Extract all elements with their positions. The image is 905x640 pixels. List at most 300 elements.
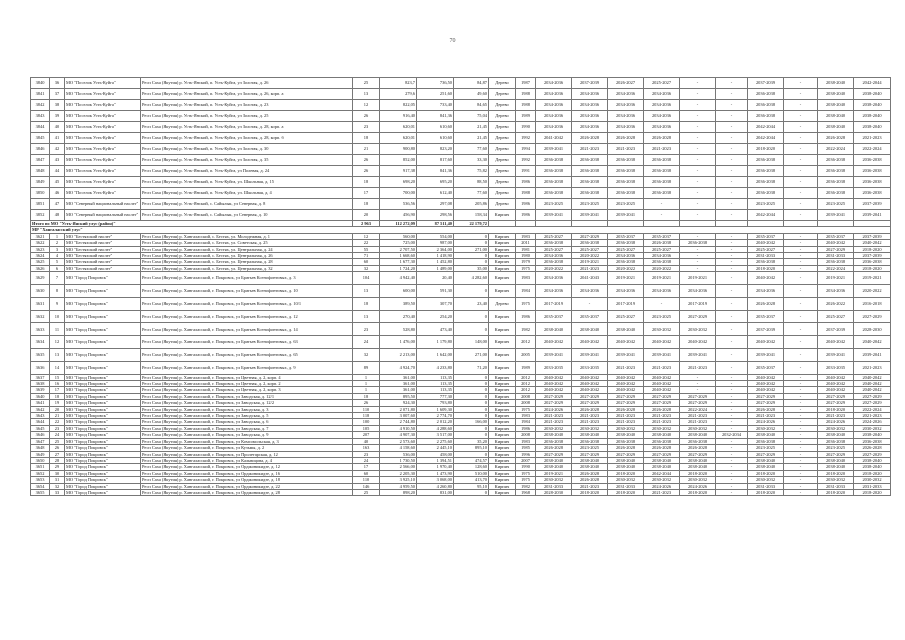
cell-n: 41 — [50, 133, 65, 144]
cell-p10: 2022-2024 — [854, 144, 891, 155]
cell-mo: МО "Бестяхский наслег" — [65, 253, 141, 259]
cell-year: 1986 — [516, 425, 536, 431]
cell-n: 4 — [50, 253, 65, 259]
cell-living: 1 970,40 — [417, 464, 454, 470]
cell-p8: - — [784, 100, 818, 111]
cell-p2: 2021-2023 — [572, 483, 608, 489]
cell-p5: 2026-2028 — [680, 445, 716, 451]
cell-living: 20,40 — [417, 272, 454, 285]
cell-mo: МО "Город Покровск" — [65, 470, 141, 476]
cell-addr: Респ Саха (Якутия) р. Хангаласский, г. Покровск, ул Заводская, д. 5 — [141, 413, 353, 419]
cell-p5: 2022-2024 — [680, 406, 716, 412]
cell-n: 28 — [50, 457, 65, 463]
cell-p9: 2038-2040 — [818, 111, 854, 122]
cell-apts: 104 — [353, 272, 380, 285]
cell-p3: 2036-2038 — [608, 155, 644, 166]
cell-dwell: 95,10 — [454, 483, 489, 489]
cell-p3: 2040-2042 — [608, 374, 644, 380]
cell-p2: 2034-2036 — [572, 89, 608, 100]
cell-dwell: 0 — [454, 323, 489, 336]
cell-id: 3842 — [31, 100, 50, 111]
cell-id: 3631 — [31, 297, 50, 310]
cell-p7: 2025-2027 — [748, 246, 784, 252]
cell-p6: - — [716, 451, 748, 457]
cell-mo: МО "Город Покровск" — [65, 425, 141, 431]
cell-total: 620,01 — [380, 133, 417, 144]
table-row — [31, 297, 891, 310]
cell-p9: 2023-2025 — [818, 445, 854, 451]
cell-n: 24 — [50, 432, 65, 438]
cell-apts: 1 — [353, 374, 380, 380]
cell-apts: 100 — [353, 419, 380, 425]
cell-p3: 2035-2037 — [608, 233, 644, 239]
cell-apts: 18 — [353, 297, 380, 310]
cell-id: 3847 — [31, 155, 50, 166]
cell-p6: - — [716, 323, 748, 336]
cell-id: 3845 — [31, 133, 50, 144]
cell-apts: 110 — [353, 406, 380, 412]
table-row — [31, 78, 891, 89]
cell-p10: 2038-2040 — [854, 89, 891, 100]
cell-total: 456,90 — [380, 210, 417, 221]
cell-apts: 146 — [353, 483, 380, 489]
cell-addr: Респ Саха (Якутия) р. Хангаласский, г. Покровск, ул Братьев Ксенофонтовых, д. 14 — [141, 323, 353, 336]
cell-addr: Респ Саха (Якутия) р. Хангаласский, г. Покровск, ул Цветная, д. 2, корп. 2 — [141, 381, 353, 387]
cell-p7: 2038-2040 — [748, 432, 784, 438]
cell-p9: 2036-2038 — [818, 188, 854, 199]
cell-addr: Респ Саха (Якутия) р. Усть-Янский, п. Усть-Куйга, ул Золотая, д. 25 — [141, 111, 353, 122]
cell-mo: МО "Город Покровск" — [65, 323, 141, 336]
cell-dwell: 21,45 — [454, 122, 489, 133]
cell-n: 45 — [50, 177, 65, 188]
cell-p7: 2018-2020 — [748, 489, 784, 495]
table-row — [31, 111, 891, 122]
cell-p3: 2026-2028 — [608, 406, 644, 412]
cell-p4: 2021-2023 — [644, 144, 680, 155]
cell-p6: - — [716, 233, 748, 239]
cell-p7: 2038-2040 — [748, 464, 784, 470]
cell-living: 1 179,80 — [417, 336, 454, 349]
cell-p8: - — [784, 349, 818, 362]
table-row — [31, 323, 891, 336]
cell-mo: МО "Поселок Усть-Куйга" — [65, 122, 141, 133]
cell-p4: 2038-2040 — [644, 464, 680, 470]
cell-p8: - — [784, 432, 818, 438]
cell-p7: 2018-2020 — [748, 470, 784, 476]
cell-p7: 2027-2029 — [748, 400, 784, 406]
cell-mo: МО "Город Покровск" — [65, 374, 141, 380]
cell-mo: МО "Поселок Усть-Куйга" — [65, 166, 141, 177]
cell-p2: 2040-2042 — [572, 387, 608, 393]
cell-p10: 2018-2020 — [854, 470, 891, 476]
cell-p3: 2031-2033 — [608, 483, 644, 489]
cell-p1: 2041-2042 — [536, 133, 572, 144]
cell-p4: 2027-2029 — [644, 451, 680, 457]
cell-p7: 2026-2028 — [748, 297, 784, 310]
cell-p1: 2036-2038 — [536, 177, 572, 188]
table-row — [31, 489, 891, 495]
cell-material: Дерево — [489, 78, 516, 89]
cell-p2: 2036-2038 — [572, 188, 608, 199]
cell-id: 3653 — [31, 477, 50, 483]
cell-p2: 2038-2040 — [572, 323, 608, 336]
cell-id: 3638 — [31, 381, 50, 387]
cell-n: 47 — [50, 199, 65, 210]
cell-total: 2 566,00 — [380, 464, 417, 470]
cell-p7: 2036-2038 — [748, 188, 784, 199]
cell-p10: 2027-2029 — [854, 451, 891, 457]
cell-year: 1989 — [516, 361, 536, 374]
cell-year: 1990 — [516, 464, 536, 470]
cell-apts: 13 — [353, 310, 380, 323]
cell-mo: МО "Бестяхский наслег" — [65, 246, 141, 252]
cell-n: 8 — [50, 285, 65, 298]
cell-year: 1975 — [516, 406, 536, 412]
cell-total: 898,20 — [380, 489, 417, 495]
cell-p1: 2034-2036 — [536, 78, 572, 89]
cell-total: 1 677,30 — [380, 259, 417, 265]
cell-total: 4 907,30 — [380, 432, 417, 438]
cell-living: 458,00 — [417, 451, 454, 457]
cell-p1: 2036-2038 — [536, 259, 572, 265]
cell-p1: 2034-2036 — [536, 285, 572, 298]
cell-year: 1980 — [516, 253, 536, 259]
cell-p1: 2040-2042 — [536, 336, 572, 349]
cell-p1: 2034-2036 — [536, 253, 572, 259]
cell-addr: Респ Саха (Якутия) р. Хангаласский, г. Покровск, ул Братьев Ксенофонтовых, д. 10 — [141, 285, 353, 298]
cell-n: 14 — [50, 361, 65, 374]
cell-id: 3841 — [31, 89, 50, 100]
cell-addr: Респ Саха (Якутия) р. Хангаласский, г. Покровск, ул Братьев Ксенофонтовых, д. 9 — [141, 361, 353, 374]
cell-p1: 2036-2038 — [536, 166, 572, 177]
cell-year: 1968 — [516, 489, 536, 495]
cell-p4: 2034-2036 — [644, 100, 680, 111]
cell-apts: 18 — [353, 393, 380, 399]
cell-p7: 2030-2032 — [748, 477, 784, 483]
cell-p8: - — [784, 297, 818, 310]
cell-p1: 2030-2032 — [536, 425, 572, 431]
cell-total: 4 924,70 — [380, 361, 417, 374]
cell-dwell: 35,20 — [454, 438, 489, 444]
cell-p5: 2030-2032 — [680, 477, 716, 483]
cell-addr: Респ Саха (Якутия) р. Усть-Янский, п. Усть-Куйга, ул. Школьная, д. 15 — [141, 177, 353, 188]
cell-id: 3623 — [31, 246, 50, 252]
cell-p3: 2034-2036 — [608, 100, 644, 111]
cell-addr: Респ Саха (Якутия) р. Хангаласский, г. Покровск, ул Цветная, д. 2, корп. 3 — [141, 387, 353, 393]
cell-addr: Респ Саха (Якутия) р. Усть-Янский, п. Усть-Куйга, ул Золотая, д. 28, корп. б — [141, 133, 353, 144]
cell-dwell: 0 — [454, 451, 489, 457]
cell-p7: 2036-2038 — [748, 259, 784, 265]
cell-p10: 2018-2020 — [854, 265, 891, 271]
cell-id: 3637 — [31, 374, 50, 380]
cell-p1: 2036-2038 — [536, 438, 572, 444]
cell-p6: - — [716, 381, 748, 387]
cell-year: 1982 — [516, 323, 536, 336]
cell-p4: 2036-2038 — [644, 259, 680, 265]
cell-p10: 2037-2039 — [854, 199, 891, 210]
cell-year: 1975 — [516, 265, 536, 271]
cell-n: 5 — [50, 259, 65, 265]
cell-addr: Респ Саха (Якутия) р. Хангаласский, г. Покровск, ул Заводская, д. 12/1 — [141, 393, 353, 399]
cell-apts: 20 — [353, 210, 380, 221]
cell-p10: 2042-2044 — [854, 78, 891, 89]
cell-p8: - — [784, 188, 818, 199]
cell-id: 3846 — [31, 144, 50, 155]
cell-living: 554,00 — [417, 233, 454, 239]
table-row — [31, 285, 891, 298]
cell-p6: - — [716, 253, 748, 259]
cell-n: 11 — [50, 323, 65, 336]
cell-p2: 2040-2042 — [572, 374, 608, 380]
cell-n: 32 — [50, 483, 65, 489]
cell-p4: 2026-2028 — [644, 406, 680, 412]
cell-p9: 2038-2040 — [818, 464, 854, 470]
cell-p9: 2027-2029 — [818, 451, 854, 457]
cell-apts: 60 — [353, 470, 380, 476]
cell-p2: 2036-2038 — [572, 438, 608, 444]
cell-p5: 2027-2029 — [680, 393, 716, 399]
cell-addr: Респ Саха (Якутия) р. Хангаласский, г. Покровск, ул Пролетарская, д. 12 — [141, 451, 353, 457]
cell-id: 3625 — [31, 259, 50, 265]
cell-total: 4 158,60 — [380, 445, 417, 451]
cell-p5: - — [680, 233, 716, 239]
cell-p1: 2026-2028 — [536, 445, 572, 451]
cell-p3: 2025-2027 — [608, 246, 644, 252]
cell-p5: 2036-2038 — [680, 240, 716, 246]
cell-mo: МО "Поселок Усть-Куйга" — [65, 89, 141, 100]
cell-material: Кирпич — [489, 323, 516, 336]
cell-p1: 2034-2036 — [536, 111, 572, 122]
cell-p8: - — [784, 451, 818, 457]
cell-id: 3849 — [31, 177, 50, 188]
cell-id: 3650 — [31, 457, 50, 463]
cell-p7: 2040-2042 — [748, 374, 784, 380]
cell-p7: 2042-2044 — [748, 133, 784, 144]
cell-p1: 2040-2042 — [536, 374, 572, 380]
cell-id: 3850 — [31, 188, 50, 199]
cell-mo: МО "Город Покровск" — [65, 400, 141, 406]
cell-addr: Респ Саха (Якутия) р. Хангаласский, с. Бестях, ул. Молодежная, д. 1 — [141, 233, 353, 239]
cell-material: Кирпич — [489, 457, 516, 463]
cell-dwell: 35,00 — [454, 265, 489, 271]
cell-year: 2007 — [516, 457, 536, 463]
cell-living: 113,35 — [417, 381, 454, 387]
cell-p6: - — [716, 111, 748, 122]
cell-total: 270,40 — [380, 310, 417, 323]
cell-dwell: 413,70 — [454, 477, 489, 483]
cell-mo: МО "Бестяхский наслег" — [65, 259, 141, 265]
cell-addr: Респ Саха (Якутия) р. Хангаласский, г. Покровск, ул Кальвицова, д. 4 — [141, 457, 353, 463]
table-row — [31, 210, 891, 221]
cell-p8: - — [784, 199, 818, 210]
cell-material: Кирпич — [489, 393, 516, 399]
cell-addr: Респ Саха (Якутия) р. Хангаласский, г. Покровск, ул Комсомольская, д. 3 — [141, 438, 353, 444]
cell-id: 3648 — [31, 445, 50, 451]
cell-p8: - — [784, 285, 818, 298]
cell-addr: Респ Саха (Якутия) р. Усть-Янский, п. Усть-Куйга, ул Золотая, д. 35 — [141, 155, 353, 166]
cell-total: 822,05 — [380, 100, 417, 111]
cell-material: Кирпич — [489, 210, 516, 221]
cell-mo: МО "Бестяхский наслег" — [65, 265, 141, 271]
cell-addr: Респ Саха (Якутия) р. Хангаласский, г. Покровск, ул Заводская, д. 3 — [141, 406, 353, 412]
cell-n: 20 — [50, 406, 65, 412]
cell-year: 1985 — [516, 445, 536, 451]
cell-dwell: 205,86 — [454, 199, 489, 210]
cell-p1: 2028-2030 — [536, 489, 572, 495]
cell-p5: 2038-2040 — [680, 432, 716, 438]
cell-p9: 2021-2023 — [818, 413, 854, 419]
cell-material: Кирпич — [489, 233, 516, 239]
cell-living: 4 260,80 — [417, 483, 454, 489]
cell-p9: 2030-2032 — [818, 477, 854, 483]
total-label: Итого по МО "Усть-Янский улус (район)" — [31, 221, 353, 227]
cell-year: 1979 — [516, 259, 536, 265]
table-row — [31, 100, 891, 111]
cell-p7: 2036-2038 — [748, 155, 784, 166]
cell-total: 917,38 — [380, 166, 417, 177]
cell-p4: 2040-2042 — [644, 381, 680, 387]
cell-p7: 2042-2044 — [748, 210, 784, 221]
cell-p5: - — [680, 381, 716, 387]
cell-p8: - — [784, 166, 818, 177]
cell-p8: - — [784, 387, 818, 393]
cell-year: 2012 — [516, 387, 536, 393]
cell-id: 3622 — [31, 240, 50, 246]
cell-p8: - — [784, 144, 818, 155]
cell-p7: 2042-2044 — [748, 122, 784, 133]
cell-p5: - — [680, 210, 716, 221]
cell-p3: 2027-2029 — [608, 393, 644, 399]
cell-apts: 13 — [353, 89, 380, 100]
cell-year: 1996 — [516, 451, 536, 457]
cell-p8: - — [784, 413, 818, 419]
cell-addr: Респ Саха (Якутия) р. Хангаласский, с. Бестях, ул. Центральная, д. 24 — [141, 246, 353, 252]
cell-n: 31 — [50, 477, 65, 483]
cell-id: 3641 — [31, 400, 50, 406]
cell-p3: 2036-2038 — [608, 177, 644, 188]
cell-p2: 2020-2022 — [572, 253, 608, 259]
cell-material: Кирпич — [489, 413, 516, 419]
cell-dwell: 148,00 — [454, 336, 489, 349]
cell-p1: 2027-2029 — [536, 451, 572, 457]
cell-p10: 2037-2039 — [854, 233, 891, 239]
cell-p3: 2021-2023 — [608, 144, 644, 155]
cell-addr: Респ Саха (Якутия) р. Хангаласский, г. Покровск, ул Орджоникидзе, д. 18 — [141, 477, 353, 483]
cell-p7: 2021-2023 — [748, 413, 784, 419]
cell-apts: 40 — [353, 438, 380, 444]
table-row — [31, 310, 891, 323]
cell-material: Кирпич — [489, 419, 516, 425]
cell-p10: 2037-2039 — [854, 253, 891, 259]
cell-p6: - — [716, 210, 748, 221]
cell-p10: 2040-2042 — [854, 336, 891, 349]
cell-n: 44 — [50, 166, 65, 177]
cell-p10: 2040-2042 — [854, 374, 891, 380]
cell-total: 895,50 — [380, 393, 417, 399]
cell-p5: 2027-2029 — [680, 400, 716, 406]
cell-p5: 2018-2020 — [680, 489, 716, 495]
cell-p6: - — [716, 240, 748, 246]
cell-p4: 2027-2029 — [644, 393, 680, 399]
cell-p8: - — [784, 233, 818, 239]
cell-total: 1 724,20 — [380, 265, 417, 271]
cell-year: 2012 — [516, 374, 536, 380]
cell-total: 4 959,50 — [380, 483, 417, 489]
cell-mo: МО "Город Покровск" — [65, 489, 141, 495]
cell-p3: 2027-2029 — [608, 451, 644, 457]
cell-material: Дерево — [489, 177, 516, 188]
cell-p9: 2018-2020 — [818, 489, 854, 495]
cell-p5: - — [680, 253, 716, 259]
cell-p9: 2038-2040 — [818, 432, 854, 438]
cell-p6: - — [716, 78, 748, 89]
cell-year: 1984 — [516, 419, 536, 425]
cell-p5: 2017-2019 — [680, 297, 716, 310]
cell-dwell: 77,60 — [454, 188, 489, 199]
cell-p4: - — [644, 297, 680, 310]
cell-p5: 2030-2032 — [680, 323, 716, 336]
cell-id: 3630 — [31, 285, 50, 298]
cell-p10: 2027-2029 — [854, 400, 891, 406]
table-row — [31, 144, 891, 155]
cell-p2: 2026-2028 — [572, 470, 608, 476]
cell-dwell: 271,00 — [454, 246, 489, 252]
cell-p3: 2040-2042 — [608, 336, 644, 349]
cell-n: 46 — [50, 188, 65, 199]
cell-p3: 2038-2040 — [608, 457, 644, 463]
cell-p9: 2031-2033 — [818, 483, 854, 489]
page-number: 70 — [449, 38, 456, 44]
cell-addr: Респ Саха (Якутия) р. Хангаласский, г. Покровск, ул Братьев Ксенофонтовых, д. 65 — [141, 349, 353, 362]
cell-p4: 2025-2027 — [644, 246, 680, 252]
cell-year: 1983 — [516, 438, 536, 444]
cell-addr: Респ Саха (Якутия) р. Хангаласский, г. Покровск, ул Орджоникидзе, д. 16 — [141, 470, 353, 476]
cell-material: Кирпич — [489, 381, 516, 387]
cell-p5: 2039-2041 — [680, 349, 716, 362]
cell-dwell: 49,60 — [454, 89, 489, 100]
cell-p10: 2031-2033 — [854, 483, 891, 489]
cell-addr: Респ Саха (Якутия) р. Хангаласский, г. Покровск, ул Братьев Ксенофонтовых, д. 10/1 — [141, 297, 353, 310]
cell-p8: - — [784, 78, 818, 89]
cell-p6: - — [716, 133, 748, 144]
cell-year: 1975 — [516, 470, 536, 476]
cell-living: 591,30 — [417, 285, 454, 298]
cell-p8: - — [784, 381, 818, 387]
cell-p4: 2024-2026 — [644, 483, 680, 489]
cell-dwell: 23,40 — [454, 297, 489, 310]
cell-p10: 2036-2038 — [854, 155, 891, 166]
cell-addr: Респ Саха (Якутия) р. Усть-Янский, п. Усть-Куйга, ул Золотая, д. 26 — [141, 78, 353, 89]
cell-mo: МО "Город Покровск" — [65, 445, 141, 451]
cell-p6: - — [716, 413, 748, 419]
cell-apts: 12 — [353, 233, 380, 239]
cell-p9: 2038-2040 — [818, 122, 854, 133]
cell-p9: 2036-2038 — [818, 438, 854, 444]
cell-material: Кирпич — [489, 253, 516, 259]
cell-addr: Респ Саха (Якутия) р. Хангаласский, г. Покровск, ул Орджоникидзе, д. 28 — [141, 489, 353, 495]
cell-p10: 2030-2032 — [854, 425, 891, 431]
cell-mo: МО "Город Покровск" — [65, 457, 141, 463]
cell-p7: 2040-2042 — [748, 336, 784, 349]
cell-year: 1986 — [516, 177, 536, 188]
cell-living: 2 364,00 — [417, 246, 454, 252]
cell-living: 3 068,00 — [417, 477, 454, 483]
cell-living: 307,70 — [417, 297, 454, 310]
cell-p3: 2038-2040 — [608, 464, 644, 470]
cell-p3: 2023-2025 — [608, 199, 644, 210]
cell-dwell: 71,20 — [454, 361, 489, 374]
cell-p8: - — [784, 89, 818, 100]
